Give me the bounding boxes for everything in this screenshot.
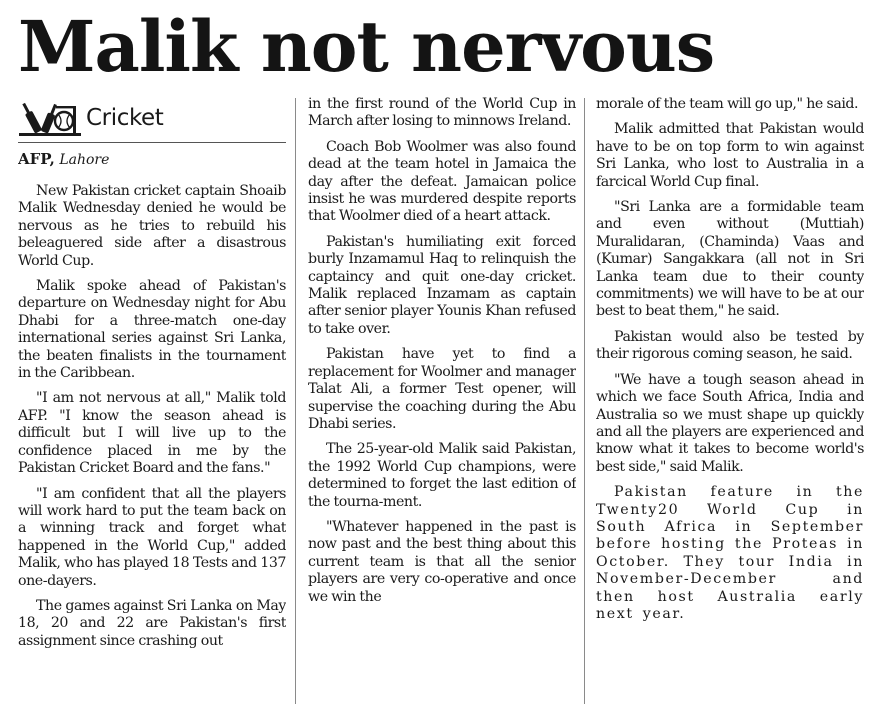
byline: [18, 142, 286, 169]
paragraph: "Sri Lanka are a formidable team and even without (Muttiah) Muralidaran, (Chaminda) Vaas and (Kumar) Sangakkara (all not in Sri Lanka team due to their county commitments) we will have to be at our best to beat them," he said.: [596, 199, 864, 320]
paragraph: in the first round of the World Cup in March after losing to minnows Ireland.: [308, 96, 576, 130]
cricket-bats-ball-icon: [18, 99, 82, 137]
column-divider: [295, 98, 296, 704]
paragraph: New Pakistan cricket captain Shoaib Malik Wednesday denied he would be nervous as he tries to rebuild his beleaguered side after a disastrous World Cup.: [18, 183, 286, 269]
byline-agency: AFP,: [18, 150, 55, 168]
section-kicker: [18, 96, 286, 140]
column-divider: [584, 98, 585, 704]
paragraph: The games against Sri Lanka on May 18, 20 and 22 are Pakistan's first assignment since crashing out: [18, 597, 286, 649]
paragraph: "Whatever happened in the past is now past and the best thing about this current team is that all the senior players are very co-operative and once we win the: [308, 518, 576, 605]
article-column-1: [18, 96, 286, 712]
paragraph: Malik admitted that Pakistan would have to be on top form to win against Sri Lanka, who lost to Australia in a farcical World Cup final.: [596, 121, 864, 190]
paragraph: Pakistan would also be tested by their rigorous coming season, he said.: [596, 328, 864, 363]
paragraph: "I am not nervous at all," Malik told AFP. "I know the season ahead is difficult but I will live up to the confidence placed in me by the Pakistan Cricket Board and the fans.": [18, 390, 286, 477]
article-column-3: [596, 96, 864, 712]
section-label: Cricket: [86, 105, 164, 131]
headline: Malik not nervous: [18, 5, 715, 88]
paragraph: Malik spoke ahead of Pakistan's departure on Wednesday night for Abu Dhabi for a three-match one-day international series against Sri Lanka, the beaten finalists in the tournament in the Caribbean.: [18, 278, 286, 382]
byline-location: Lahore: [59, 152, 110, 168]
paragraph: Pakistan's humiliating exit forced burly Inzamamul Haq to relinquish the captaincy and quit one-day cricket. Malik replaced Inzamam as captain after senior player Younis Khan refused to take over.: [308, 233, 576, 337]
paragraph: morale of the team will go up," he said.: [596, 96, 859, 112]
paragraph: Coach Bob Woolmer was also found dead at the team hotel in Jamaica the day after the defeat. Jamaican police insist he was murdered despite reports that Woolmer died of a heart attack.: [308, 138, 576, 225]
paragraph: The 25-year-old Malik said Pakistan, the 1992 World Cup champions, were determined to forget the last edition of the tourna-ment.: [308, 441, 576, 510]
paragraph: Pakistan have yet to find a replacement for Woolmer and manager Talat Ali, a former Test opener, will supervise the coaching during the Abu Dhabi series.: [308, 346, 576, 432]
paragraph: "I am confident that all the players will work hard to put the team back on a winning track and forget what happened in the World Cup," added Malik, who has played 18 Tests and 137 one-dayers.: [18, 485, 286, 589]
article-column-2: [308, 96, 576, 712]
paragraph: "We have a tough season ahead in which we face South Africa, India and Australia so we must shape up quickly and all the players are experienced and know what it takes to become world's best side," said Malik.: [596, 371, 864, 475]
paragraph: Pakistan feature in the Twenty20 World Cup in South Africa in September before hosting the Proteas in October. They tour India in November-December and then host Australia early next year.: [596, 484, 864, 622]
